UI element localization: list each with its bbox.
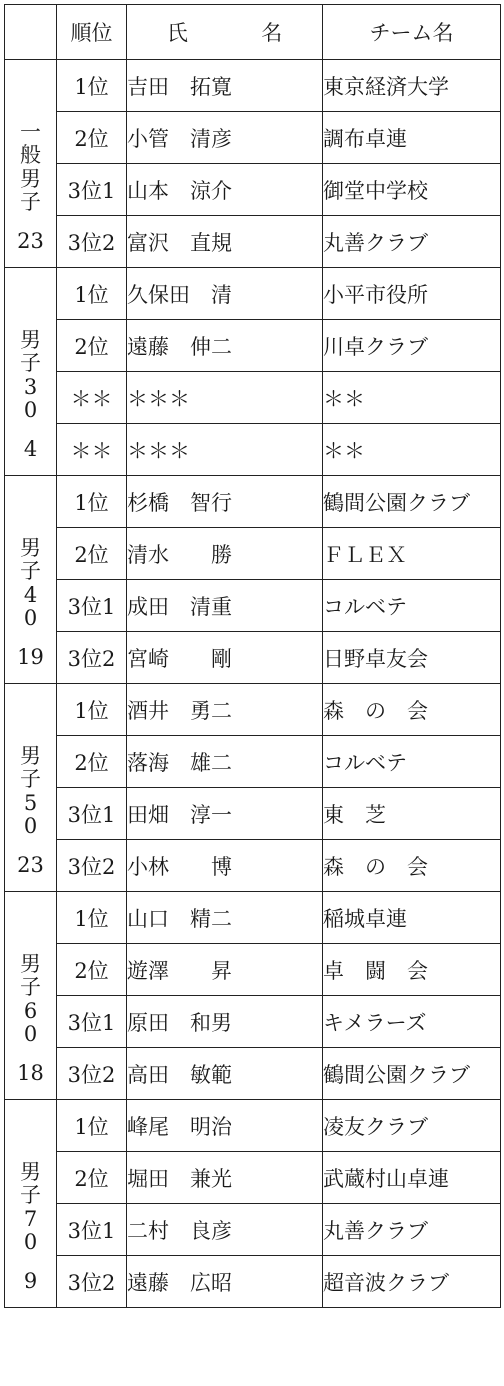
team-cell: 川卓クラブ <box>323 320 501 372</box>
team-cell: 鶴間公園クラブ <box>323 476 501 528</box>
team-cell: 稲城卓連 <box>323 892 501 944</box>
name-cell: 遊澤 昇 <box>127 944 323 996</box>
name-cell: 山本 涼介 <box>127 164 323 216</box>
rank-cell: 2位 <box>57 1152 127 1204</box>
team-cell: コルベテ <box>323 580 501 632</box>
category-label <box>5 113 56 213</box>
table-row <box>5 1048 501 1100</box>
category-char: 0 <box>23 813 38 838</box>
name-cell: 堀田 兼光 <box>127 1152 323 1204</box>
header-name-part-2: 名 <box>261 21 283 45</box>
name-cell: 峰尾 明治 <box>127 1100 323 1152</box>
table-row <box>5 476 501 528</box>
table-row <box>5 1204 501 1256</box>
team-cell: 凌友クラブ <box>323 1100 501 1152</box>
team-cell: 卓 闘 会 <box>323 944 501 996</box>
rank-cell: 3位1 <box>57 996 127 1048</box>
participant-count: 19 <box>17 644 44 669</box>
rank-cell: 1位 <box>57 1100 127 1152</box>
category-char: 男 <box>20 328 41 353</box>
header-rank: 順位 <box>57 5 127 60</box>
results-table <box>4 4 501 1308</box>
category-char: 子 <box>20 767 41 792</box>
rank-cell: 1位 <box>57 476 127 528</box>
participant-count: 4 <box>23 436 38 461</box>
rank-cell: 3位1 <box>57 1204 127 1256</box>
category-char: 男 <box>20 952 41 977</box>
category-char: 子 <box>20 189 41 214</box>
team-cell: 日野卓友会 <box>323 632 501 684</box>
category-char: 0 <box>23 1229 38 1254</box>
table-row <box>5 528 501 580</box>
participant-count: 23 <box>17 852 44 877</box>
name-cell: 落海 雄二 <box>127 736 323 788</box>
name-cell: 遠藤 伸二 <box>127 320 323 372</box>
rank-cell: 1位 <box>57 684 127 736</box>
category-char: 5 <box>23 790 38 815</box>
category-char: 0 <box>23 1021 38 1046</box>
table-row <box>5 632 501 684</box>
team-cell: 小平市役所 <box>323 268 501 320</box>
name-cell: 吉田 拓寛 <box>127 60 323 112</box>
category-char: 3 <box>23 374 38 399</box>
category-cell <box>5 60 57 268</box>
category-char: 男 <box>20 536 41 561</box>
team-cell: 丸善クラブ <box>323 216 501 268</box>
category-char: 般 <box>20 143 41 168</box>
participant-count: 9 <box>23 1268 38 1293</box>
name-cell: 宮崎 剛 <box>127 632 323 684</box>
table-row <box>5 164 501 216</box>
table-row <box>5 840 501 892</box>
category-char: 6 <box>23 998 38 1023</box>
team-cell: 調布卓連 <box>323 112 501 164</box>
category-cell <box>5 892 57 1100</box>
rank-cell: 1位 <box>57 268 127 320</box>
table-row <box>5 320 501 372</box>
category-char: 子 <box>20 559 41 584</box>
team-cell: 森 の 会 <box>323 684 501 736</box>
name-cell: 山口 精二 <box>127 892 323 944</box>
participant-count: 23 <box>17 228 44 253</box>
category-char: 子 <box>20 975 41 1000</box>
name-cell: 酒井 勇二 <box>127 684 323 736</box>
team-cell: 丸善クラブ <box>323 1204 501 1256</box>
name-cell: ＊＊＊ <box>127 424 323 476</box>
table-row <box>5 892 501 944</box>
name-cell: 清水 勝 <box>127 528 323 580</box>
category-char: 0 <box>23 605 38 630</box>
category-cell <box>5 268 57 476</box>
rank-cell: ＊＊ <box>57 372 127 424</box>
name-cell: 小林 博 <box>127 840 323 892</box>
name-cell: 田畑 淳一 <box>127 788 323 840</box>
rank-cell: 3位2 <box>57 840 127 892</box>
team-cell: コルベテ <box>323 736 501 788</box>
team-cell: 鶴間公園クラブ <box>323 1048 501 1100</box>
table-row <box>5 216 501 268</box>
category-char: 子 <box>20 351 41 376</box>
header-name <box>127 5 323 60</box>
category-char: 0 <box>23 397 38 422</box>
category-label <box>5 945 56 1045</box>
header-category <box>5 5 57 60</box>
name-cell: 富沢 直規 <box>127 216 323 268</box>
rank-cell: 1位 <box>57 892 127 944</box>
rank-cell: 2位 <box>57 944 127 996</box>
header-name-part-1: 氏 <box>166 21 188 45</box>
name-cell: 遠藤 広昭 <box>127 1256 323 1308</box>
team-cell: キメラーズ <box>323 996 501 1048</box>
category-label <box>5 321 56 421</box>
table-row <box>5 60 501 112</box>
table-row <box>5 372 501 424</box>
table-row <box>5 996 501 1048</box>
table-row <box>5 112 501 164</box>
category-label <box>5 1153 56 1253</box>
team-cell: 超音波クラブ <box>323 1256 501 1308</box>
category-char: 男 <box>20 166 41 191</box>
category-char: 7 <box>23 1206 38 1231</box>
category-cell <box>5 1100 57 1308</box>
rank-cell: ＊＊ <box>57 424 127 476</box>
table-row <box>5 1100 501 1152</box>
rank-cell: 3位2 <box>57 632 127 684</box>
participant-count: 18 <box>17 1060 44 1085</box>
name-cell: 小管 清彦 <box>127 112 323 164</box>
rank-cell: 3位2 <box>57 1256 127 1308</box>
table-row <box>5 788 501 840</box>
name-cell: 原田 和男 <box>127 996 323 1048</box>
category-char: 4 <box>23 582 38 607</box>
header-team: チーム名 <box>323 5 501 60</box>
name-cell: 二村 良彦 <box>127 1204 323 1256</box>
table-row <box>5 1256 501 1308</box>
category-cell <box>5 684 57 892</box>
category-char: 男 <box>20 744 41 769</box>
table-row <box>5 268 501 320</box>
table-row <box>5 424 501 476</box>
table-row <box>5 1152 501 1204</box>
category-char: 一 <box>20 120 41 145</box>
rank-cell: 3位1 <box>57 164 127 216</box>
category-char: 子 <box>20 1183 41 1208</box>
rank-cell: 3位1 <box>57 580 127 632</box>
category-label <box>5 737 56 837</box>
name-cell: 杉橋 智行 <box>127 476 323 528</box>
team-cell: 武蔵村山卓連 <box>323 1152 501 1204</box>
table-row <box>5 944 501 996</box>
team-cell: ＊＊ <box>323 424 501 476</box>
rank-cell: 2位 <box>57 112 127 164</box>
name-cell: 高田 敏範 <box>127 1048 323 1100</box>
team-cell: ＦＬＥＸ <box>323 528 501 580</box>
category-cell <box>5 476 57 684</box>
team-cell: ＊＊ <box>323 372 501 424</box>
team-cell: 御堂中学校 <box>323 164 501 216</box>
table-row <box>5 580 501 632</box>
name-cell: 成田 清重 <box>127 580 323 632</box>
rank-cell: 3位2 <box>57 216 127 268</box>
name-cell: ＊＊＊ <box>127 372 323 424</box>
category-char: 男 <box>20 1160 41 1185</box>
rank-cell: 2位 <box>57 528 127 580</box>
rank-cell: 3位1 <box>57 788 127 840</box>
rank-cell: 1位 <box>57 60 127 112</box>
name-cell: 久保田 清 <box>127 268 323 320</box>
team-cell: 森 の 会 <box>323 840 501 892</box>
category-label <box>5 529 56 629</box>
rank-cell: 2位 <box>57 320 127 372</box>
rank-cell: 3位2 <box>57 1048 127 1100</box>
table-row <box>5 684 501 736</box>
team-cell: 東 芝 <box>323 788 501 840</box>
team-cell: 東京経済大学 <box>323 60 501 112</box>
rank-cell: 2位 <box>57 736 127 788</box>
header-row <box>5 5 501 60</box>
results-body <box>5 60 501 1308</box>
table-row <box>5 736 501 788</box>
